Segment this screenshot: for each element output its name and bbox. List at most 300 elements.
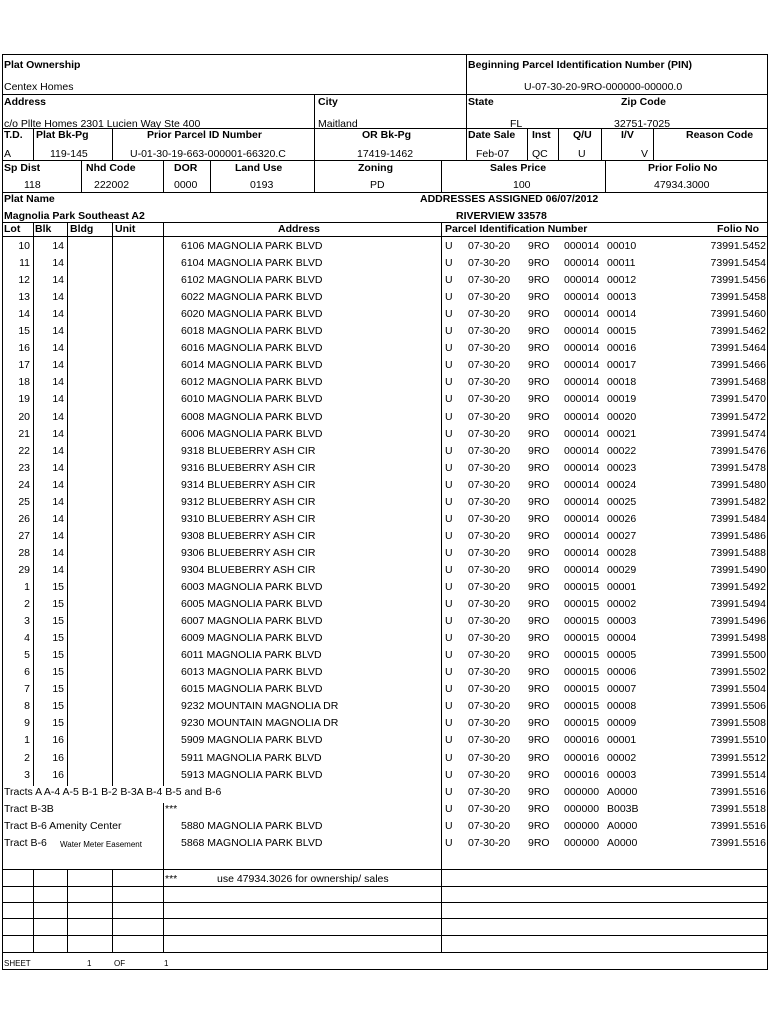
sp-dist-value: 118	[24, 179, 41, 191]
tract-row	[0, 835, 770, 852]
pin-lot: 00001	[607, 734, 637, 747]
pin-block: 000014	[564, 291, 600, 304]
folio-number: 73991.5482	[710, 495, 766, 508]
pin-prefix: U	[445, 240, 453, 252]
table-row	[0, 732, 770, 749]
pin-sub: 9RO	[528, 495, 550, 508]
lot-number: 3	[24, 615, 30, 628]
pin-str: 07-30-20	[468, 257, 511, 270]
pin-sub: 9RO	[528, 683, 550, 696]
table-row	[0, 596, 770, 613]
pin-lot: 00015	[607, 325, 637, 338]
lot-number: 18	[18, 376, 30, 389]
prior-folio-value: 47934.3000	[654, 179, 710, 191]
pin-prefix: U	[445, 581, 453, 593]
sheet-label: SHEET	[4, 959, 31, 968]
pin-lot: 00003	[607, 768, 637, 781]
folio-number: 73991.5504	[710, 683, 766, 696]
pin-str: 07-30-20	[468, 734, 511, 747]
pin-prefix: U	[445, 836, 453, 849]
lot-number: 28	[18, 546, 30, 559]
street-address: ***	[165, 802, 178, 815]
of-number: 1	[164, 959, 169, 968]
table-row	[0, 528, 770, 545]
pin-sub: 9RO	[528, 700, 550, 713]
pin-lot: 00014	[607, 308, 637, 321]
table-row	[0, 409, 770, 426]
block-number: 15	[52, 700, 64, 713]
block-number: 14	[52, 410, 64, 423]
pin-lot: 00013	[607, 291, 637, 304]
block-number: 14	[52, 393, 64, 406]
pin-sub: 9RO	[528, 819, 550, 832]
block-number: 16	[52, 751, 64, 764]
lot-number: 19	[18, 393, 30, 406]
folio-number: 73991.5490	[710, 563, 766, 576]
street-address: 9316 BLUEBERRY ASH CIR	[181, 461, 316, 474]
plat-ownership-label: Plat Ownership	[4, 59, 81, 71]
block-number: 14	[52, 563, 64, 576]
sp-dist-label: Sp Dist	[4, 162, 41, 174]
block-number: 15	[52, 683, 64, 696]
pin-prefix: U	[445, 785, 453, 798]
pin-lot: 00009	[607, 717, 637, 730]
folio-number: 73991.5496	[710, 615, 766, 628]
pin-prefix: U	[445, 734, 453, 747]
of-label: OF	[114, 959, 126, 968]
pin-prefix: U	[445, 768, 453, 781]
pin-str: 07-30-20	[468, 700, 511, 713]
zoning-value: PD	[370, 179, 385, 191]
lot-number: 4	[24, 632, 30, 645]
table-row	[0, 579, 770, 596]
td-label: T.D.	[4, 129, 23, 141]
pin-str: 07-30-20	[468, 512, 511, 525]
pin-lot: 00010	[607, 240, 637, 252]
street-address: 5880 MAGNOLIA PARK BLVD	[181, 819, 323, 832]
pin-prefix: U	[445, 512, 453, 525]
pin-lot: 00025	[607, 495, 637, 508]
block-number: 14	[52, 257, 64, 270]
pin-lot: 00026	[607, 512, 637, 525]
street-address: 9312 BLUEBERRY ASH CIR	[181, 495, 316, 508]
pin-block: 000015	[564, 700, 600, 713]
lot-number: 24	[18, 478, 30, 491]
folio-number: 73991.5488	[710, 546, 766, 559]
pin-block: 000014	[564, 512, 600, 525]
pin-sub: 9RO	[528, 359, 550, 372]
folio-number: 73991.5502	[710, 666, 766, 679]
street-address: 6102 MAGNOLIA PARK BLVD	[181, 274, 323, 287]
pin-lot: 00029	[607, 563, 637, 576]
street-address: 5868 MAGNOLIA PARK BLVD	[181, 836, 323, 849]
tract-label: Tract B-6 Amenity Center	[4, 819, 122, 832]
pin-sub: 9RO	[528, 444, 550, 457]
folio-number: 73991.5462	[710, 325, 766, 338]
pin-lot: 00001	[607, 581, 637, 593]
table-row	[0, 255, 770, 272]
block-number: 14	[52, 546, 64, 559]
table-row	[0, 374, 770, 391]
table-row	[0, 664, 770, 681]
pin-str: 07-30-20	[468, 683, 511, 696]
pin-prefix: U	[445, 546, 453, 559]
col-unit: Unit	[115, 223, 136, 235]
lot-number: 8	[24, 700, 30, 713]
lot-number: 15	[18, 325, 30, 338]
street-address: 6007 MAGNOLIA PARK BLVD	[181, 615, 323, 628]
owner-name: Centex Homes	[4, 81, 74, 93]
table-row	[0, 613, 770, 630]
pin-sub: 9RO	[528, 836, 550, 849]
pin-sub: 9RO	[528, 461, 550, 474]
lot-number: 27	[18, 529, 30, 542]
lot-number: 6	[24, 666, 30, 679]
pin-str: 07-30-20	[468, 342, 511, 355]
pin-str: 07-30-20	[468, 291, 511, 304]
street-address: 6011 MAGNOLIA PARK BLVD	[181, 649, 322, 662]
pin-prefix: U	[445, 632, 453, 645]
pin-str: 07-30-20	[468, 274, 511, 287]
pin-block: 000016	[564, 734, 600, 747]
folio-number: 73991.5464	[710, 342, 766, 355]
pin-lot: 00017	[607, 359, 637, 372]
street-address: 6022 MAGNOLIA PARK BLVD	[181, 291, 323, 304]
street-address: 9230 MOUNTAIN MAGNOLIA DR	[181, 717, 339, 730]
table-row	[0, 426, 770, 443]
lot-number: 23	[18, 461, 30, 474]
street-address: 6020 MAGNOLIA PARK BLVD	[181, 308, 323, 321]
prior-pid-value: U-01-30-19-663-000001-66320.C	[130, 148, 286, 160]
street-address: 9308 BLUEBERRY ASH CIR	[181, 529, 316, 542]
block-number: 14	[52, 359, 64, 372]
lot-number: 11	[19, 257, 30, 270]
lot-number: 2	[24, 751, 30, 764]
pin-str: 07-30-20	[468, 717, 511, 730]
folio-number: 73991.5508	[710, 717, 766, 730]
street-address: 6015 MAGNOLIA PARK BLVD	[181, 683, 323, 696]
pin-block: 000014	[564, 308, 600, 321]
street-address: 6018 MAGNOLIA PARK BLVD	[181, 325, 323, 338]
folio-number: 73991.5518	[710, 802, 766, 815]
street-address: 6012 MAGNOLIA PARK BLVD	[181, 376, 323, 389]
tract-row	[0, 818, 770, 835]
pin-prefix: U	[445, 563, 453, 576]
pin-lot: 00002	[607, 598, 637, 611]
pin-lot: 00021	[607, 427, 637, 440]
note-marker: ***	[165, 873, 178, 885]
pin-prefix: U	[445, 683, 453, 696]
pin-sub: 9RO	[528, 598, 550, 611]
pin-str: 07-30-20	[468, 632, 511, 645]
pin-sub: 9RO	[528, 785, 550, 798]
table-row	[0, 767, 770, 784]
pin-str: 07-30-20	[468, 325, 511, 338]
begin-pin: U-07-30-20-9RO-000000-00000.0	[524, 81, 683, 93]
lot-number: 25	[18, 495, 30, 508]
pin-sub: 9RO	[528, 427, 550, 440]
sales-price-value: 100	[513, 179, 531, 191]
date-sale-value: Feb-07	[476, 148, 510, 160]
pin-lot: 00022	[607, 444, 637, 457]
lot-number: 21	[18, 427, 30, 440]
pin-prefix: U	[445, 478, 453, 491]
reason-code-label: Reason Code	[686, 129, 754, 141]
folio-number: 73991.5510	[710, 734, 766, 747]
owner-zip: 32751-7025	[614, 118, 671, 130]
table-row	[0, 460, 770, 477]
pin-prefix: U	[445, 649, 453, 662]
street-address: 5909 MAGNOLIA PARK BLVD	[181, 734, 323, 747]
col-pin: Parcel Identification Number	[445, 223, 588, 235]
col-folio: Folio No	[717, 223, 759, 235]
street-address: 6006 MAGNOLIA PARK BLVD	[181, 427, 323, 440]
folio-number: 73991.5454	[710, 257, 766, 270]
pin-sub: 9RO	[528, 615, 550, 628]
pin-prefix: U	[445, 257, 453, 270]
lot-number: 20	[18, 410, 30, 423]
pin-prefix: U	[445, 495, 453, 508]
pin-sub: 9RO	[528, 666, 550, 679]
land-use-value: 0193	[250, 179, 274, 191]
pin-sub: 9RO	[528, 768, 550, 781]
block-number: 15	[52, 581, 64, 593]
pin-lot: 00008	[607, 700, 637, 713]
pin-prefix: U	[445, 359, 453, 372]
plat-bkpg-value: 119-145	[50, 148, 88, 160]
pin-str: 07-30-20	[468, 376, 511, 389]
block-number: 15	[52, 717, 64, 730]
lot-number: 22	[18, 444, 30, 457]
folio-number: 73991.5492	[710, 581, 766, 593]
lot-number: 2	[24, 598, 30, 611]
block-number: 14	[52, 291, 64, 304]
block-number: 14	[52, 529, 64, 542]
pin-block: 000014	[564, 529, 600, 542]
pin-block: 000016	[564, 768, 600, 781]
street-address: 9318 BLUEBERRY ASH CIR	[181, 444, 316, 457]
block-number: 14	[52, 427, 64, 440]
pin-sub: 9RO	[528, 581, 550, 593]
pin-block: 000014	[564, 546, 600, 559]
pin-lot: 00024	[607, 478, 637, 491]
pin-str: 07-30-20	[468, 666, 511, 679]
folio-number: 73991.5480	[710, 478, 766, 491]
pin-block: 000014	[564, 257, 600, 270]
city-label: City	[318, 96, 338, 108]
pin-prefix: U	[445, 325, 453, 338]
pin-sub: 9RO	[528, 325, 550, 338]
pin-block: 000014	[564, 478, 600, 491]
pin-block: 000014	[564, 393, 600, 406]
zip-label: Zip Code	[621, 96, 666, 108]
pin-str: 07-30-20	[468, 478, 511, 491]
folio-number: 73991.5466	[710, 359, 766, 372]
pin-prefix: U	[445, 819, 453, 832]
street-address: 9306 BLUEBERRY ASH CIR	[181, 546, 316, 559]
pin-prefix: U	[445, 802, 453, 815]
pin-str: 07-30-20	[468, 529, 511, 542]
pin-lot: 00028	[607, 546, 637, 559]
pin-block: 000014	[564, 444, 600, 457]
dor-value: 0000	[174, 179, 198, 191]
pin-prefix: U	[445, 615, 453, 628]
table-row	[0, 443, 770, 460]
pin-sub: 9RO	[528, 291, 550, 304]
pin-lot: 00007	[607, 683, 637, 696]
folio-number: 73991.5498	[710, 632, 766, 645]
street-address: 6016 MAGNOLIA PARK BLVD	[181, 342, 323, 355]
table-row	[0, 477, 770, 494]
land-use-label: Land Use	[235, 162, 283, 174]
pin-prefix: U	[445, 393, 453, 406]
note-text: use 47934.3026 for ownership/ sales	[217, 873, 389, 885]
qu-value: U	[578, 148, 586, 160]
folio-number: 73991.5484	[710, 512, 766, 525]
folio-number: 73991.5470	[710, 393, 766, 406]
table-row	[0, 306, 770, 323]
pin-sub: 9RO	[528, 529, 550, 542]
pin-block: 000015	[564, 632, 600, 645]
pin-sub: 9RO	[528, 546, 550, 559]
folio-number: 73991.5516	[710, 819, 766, 832]
block-number: 15	[52, 666, 64, 679]
prior-folio-label: Prior Folio No	[648, 162, 718, 174]
pin-lot: A0000	[607, 785, 638, 798]
owner-state: FL	[510, 118, 523, 130]
pin-sub: 9RO	[528, 563, 550, 576]
pin-prefix: U	[445, 376, 453, 389]
lot-number: 13	[18, 291, 30, 304]
pin-prefix: U	[445, 444, 453, 457]
pin-prefix: U	[445, 427, 453, 440]
pin-sub: 9RO	[528, 802, 550, 815]
plat-bkpg-label: Plat Bk-Pg	[36, 129, 89, 141]
street-address: 5913 MAGNOLIA PARK BLVD	[181, 768, 323, 781]
pin-lot: 00016	[607, 342, 637, 355]
table-row	[0, 630, 770, 647]
street-address: 6104 MAGNOLIA PARK BLVD	[181, 257, 323, 270]
pin-prefix: U	[445, 461, 453, 474]
col-bldg: Bldg	[70, 223, 94, 235]
pin-sub: 9RO	[528, 632, 550, 645]
folio-number: 73991.5460	[710, 308, 766, 321]
td-value: A	[4, 148, 12, 160]
begin-pin-label: Beginning Parcel Identification Number (PIN)	[468, 59, 693, 71]
lot-number: 9	[24, 717, 30, 730]
street-address: 9310 BLUEBERRY ASH CIR	[181, 512, 316, 525]
pin-prefix: U	[445, 717, 453, 730]
street-address: 9314 BLUEBERRY ASH CIR	[181, 478, 316, 491]
lot-number: 29	[18, 563, 30, 576]
pin-str: 07-30-20	[468, 240, 511, 252]
folio-number: 73991.5476	[710, 444, 766, 457]
table-row	[0, 698, 770, 715]
pin-block: 000014	[564, 495, 600, 508]
lot-number: 5	[24, 649, 30, 662]
pin-str: 07-30-20	[468, 427, 511, 440]
street-address: 6005 MAGNOLIA PARK BLVD	[181, 598, 323, 611]
pin-prefix: U	[445, 751, 453, 764]
pin-str: 07-30-20	[468, 615, 511, 628]
pin-lot: A0000	[607, 836, 638, 849]
tract-row	[0, 784, 770, 801]
pin-block: 000000	[564, 785, 600, 798]
col-address: Address	[278, 223, 321, 235]
folio-number: 73991.5486	[710, 529, 766, 542]
block-number: 14	[52, 444, 64, 457]
state-label: State	[468, 96, 494, 108]
folio-number: 73991.5516	[710, 785, 766, 798]
street-address: 9304 BLUEBERRY ASH CIR	[181, 563, 316, 576]
block-number: 16	[52, 768, 64, 781]
pin-prefix: U	[445, 598, 453, 611]
pin-str: 07-30-20	[468, 836, 511, 849]
table-row	[0, 545, 770, 562]
folio-number: 73991.5512	[710, 751, 766, 764]
table-row	[0, 494, 770, 511]
pin-block: 000000	[564, 819, 600, 832]
table-row	[0, 357, 770, 374]
pin-sub: 9RO	[528, 649, 550, 662]
or-bkpg-label: OR Bk-Pg	[362, 129, 412, 141]
block-number: 14	[52, 495, 64, 508]
qu-label: Q/U	[573, 129, 592, 141]
pin-str: 07-30-20	[468, 785, 511, 798]
plat-name: Magnolia Park Southeast A2	[4, 210, 145, 222]
address-label: Address	[4, 96, 47, 108]
pin-str: 07-30-20	[468, 495, 511, 508]
folio-number: 73991.5514	[710, 768, 766, 781]
folio-number: 73991.5516	[710, 836, 766, 849]
pin-prefix: U	[445, 308, 453, 321]
pin-sub: 9RO	[528, 376, 550, 389]
lot-number: 1	[24, 734, 30, 747]
block-number: 14	[52, 240, 64, 252]
lot-number: 7	[24, 683, 30, 696]
street-address: 9232 MOUNTAIN MAGNOLIA DR	[181, 700, 339, 713]
folio-number: 73991.5456	[710, 274, 766, 287]
street-address: 6010 MAGNOLIA PARK BLVD	[181, 393, 323, 406]
block-number: 14	[52, 325, 64, 338]
table-row	[0, 323, 770, 340]
table-row	[0, 562, 770, 579]
street-address: 6013 MAGNOLIA PARK BLVD	[181, 666, 323, 679]
dor-label: DOR	[174, 162, 198, 174]
block-number: 14	[52, 342, 64, 355]
owner-address: c/o Pllte Homes 2301 Lucien Way Ste 400	[4, 118, 201, 130]
pin-block: 000015	[564, 717, 600, 730]
pin-str: 07-30-20	[468, 308, 511, 321]
pin-sub: 9RO	[528, 274, 550, 287]
pin-block: 000014	[564, 240, 600, 252]
lot-number: 16	[18, 342, 30, 355]
pin-block: 000015	[564, 649, 600, 662]
pin-str: 07-30-20	[468, 359, 511, 372]
folio-number: 73991.5468	[710, 376, 766, 389]
folio-number: 73991.5478	[710, 461, 766, 474]
pin-str: 07-30-20	[468, 410, 511, 423]
lot-number: 17	[18, 359, 30, 372]
lot-number: 3	[24, 768, 30, 781]
pin-prefix: U	[445, 291, 453, 304]
table-row	[0, 750, 770, 767]
pin-block: 000000	[564, 836, 600, 849]
street-address: 6106 MAGNOLIA PARK BLVD	[181, 240, 323, 252]
table-row	[0, 340, 770, 357]
pin-block: 000016	[564, 751, 600, 764]
pin-prefix: U	[445, 529, 453, 542]
